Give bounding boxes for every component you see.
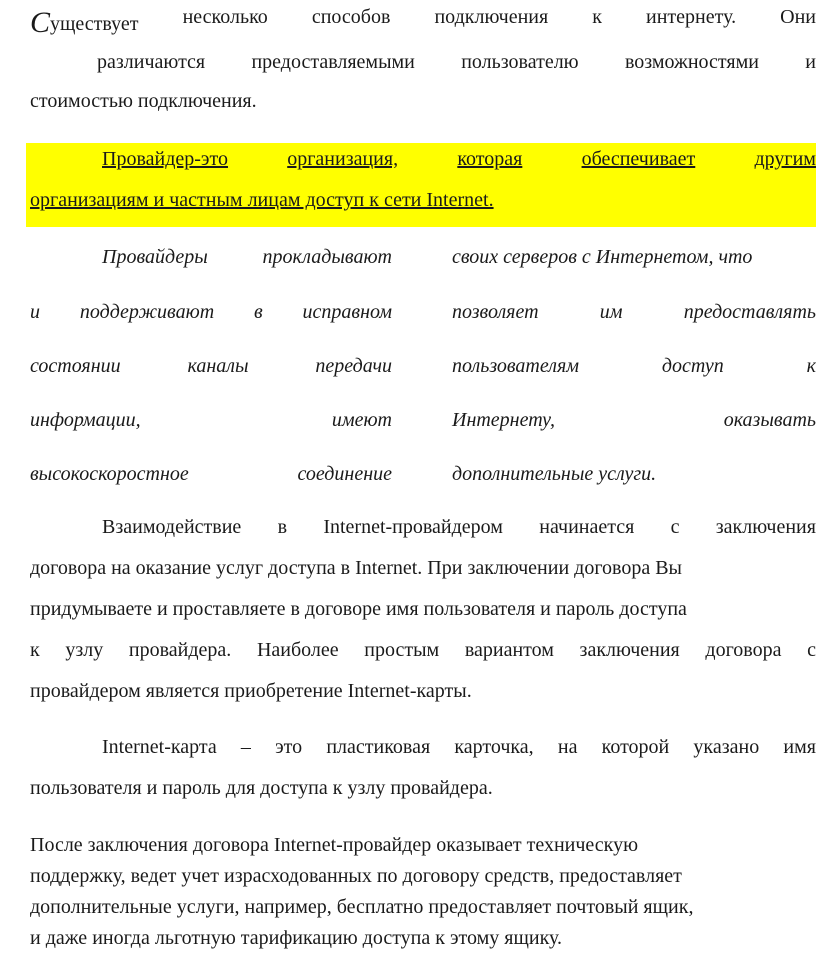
word: к (592, 6, 602, 28)
word: указано (693, 736, 760, 758)
word: уществует (50, 13, 139, 35)
word: с (670, 516, 680, 538)
word: это (275, 736, 303, 758)
word: оказывать (723, 409, 816, 431)
card-line-1 (102, 736, 816, 759)
word: соединение (297, 463, 392, 485)
support-line-3: дополнительные услуги, например, бесплатно предоставляет почтовый ящик, (30, 896, 694, 918)
word: пользователю (461, 51, 579, 73)
word: организация, (287, 148, 399, 170)
word: Internet-провайдером (323, 516, 503, 538)
word: к (30, 639, 40, 661)
word: позволяет (452, 301, 539, 323)
word: пластиковая (326, 736, 431, 758)
word: карточка, (454, 736, 534, 758)
word: обеспечивает (581, 148, 696, 170)
right-col-line-1: своих серверов с Интернетом, что (452, 246, 753, 268)
word: в (253, 301, 263, 323)
word: договора (705, 639, 782, 661)
word: каналы (187, 355, 249, 377)
interaction-line-1 (102, 516, 816, 539)
word: которой (601, 736, 670, 758)
word: вариантом (464, 639, 554, 661)
word: в (277, 516, 288, 538)
right-col-line-4 (452, 409, 816, 432)
left-col-line-1 (102, 246, 392, 269)
word: прокладывают (262, 246, 392, 268)
word: Они (780, 6, 816, 28)
drop-cap: С (30, 6, 51, 39)
word: доступ (661, 355, 724, 377)
word: Интернету, (452, 409, 556, 431)
support-line-2: поддержку, ведет учет израсходованных по договору средств, предоставляет (30, 865, 682, 887)
word: имеют (331, 409, 392, 431)
right-col-line-5: дополнительные услуги. (452, 463, 657, 485)
left-col-line-2 (30, 301, 392, 324)
left-col-line-3 (30, 355, 392, 378)
card-line-2: пользователя и пароль для доступа к узлу провайдера. (30, 777, 493, 799)
definition-line-1 (102, 148, 816, 171)
interaction-line-5: провайдером является приобретение Internet-карты. (30, 680, 472, 702)
interaction-line-4 (30, 639, 816, 662)
word: Провайдер-это (102, 148, 228, 170)
word: простым (364, 639, 440, 661)
support-line-4: и даже иногда льготную тарификацию доступа к этому ящику. (30, 927, 563, 949)
intro-first-word (30, 6, 139, 39)
left-col-line-4 (30, 409, 392, 432)
word: состоянии (30, 355, 121, 377)
word: провайдера. (128, 639, 232, 661)
word: информации, (30, 409, 141, 431)
word: заключения (579, 639, 680, 661)
word: Взаимодействие (102, 516, 242, 538)
word: различаются (97, 51, 206, 73)
word: с (807, 639, 816, 661)
word: заключения (715, 516, 816, 538)
left-col-line-5 (30, 463, 392, 486)
word: высокоскоростное (30, 463, 189, 485)
word: узлу (65, 639, 104, 661)
word: и (805, 51, 816, 73)
word: и (30, 301, 40, 323)
word: Наиболее (256, 639, 339, 661)
intro-line-3: стоимостью подключения. (30, 90, 257, 112)
word: подключения (434, 6, 549, 28)
support-line-1: После заключения договора Internet-провайдер оказывает техническую (30, 834, 639, 856)
word: имя (783, 736, 816, 758)
word: поддерживают (79, 301, 215, 323)
word: – (240, 736, 251, 758)
word: другим (754, 148, 816, 170)
right-col-line-3 (452, 355, 816, 378)
word: предоставляемыми (251, 51, 415, 73)
provider-definition-highlight (26, 143, 816, 227)
word: исправном (302, 301, 392, 323)
word: к (806, 355, 816, 377)
interaction-line-2: договора на оказание услуг доступа в Internet. При заключении договора Вы (30, 557, 682, 579)
right-col-line-2 (452, 301, 816, 324)
word: предоставлять (683, 301, 816, 323)
word: несколько (182, 6, 268, 28)
word: которая (457, 148, 523, 170)
word: пользователям (452, 355, 580, 377)
word: Провайдеры (102, 246, 208, 268)
word: способов (311, 6, 391, 28)
word: возможностями (624, 51, 759, 73)
word: на (557, 736, 578, 758)
word: передачи (315, 355, 392, 377)
word: интернету. (646, 6, 737, 28)
word: им (599, 301, 623, 323)
interaction-line-3: придумываете и проставляете в договоре имя пользователя и пароль доступа (30, 598, 687, 620)
word: Internet-карта (102, 736, 217, 758)
intro-line-2 (97, 51, 816, 74)
intro-line-1 (30, 6, 816, 39)
definition-line-2: организациям и частным лицам доступ к сети Internet. (30, 189, 494, 211)
word: начинается (539, 516, 635, 538)
